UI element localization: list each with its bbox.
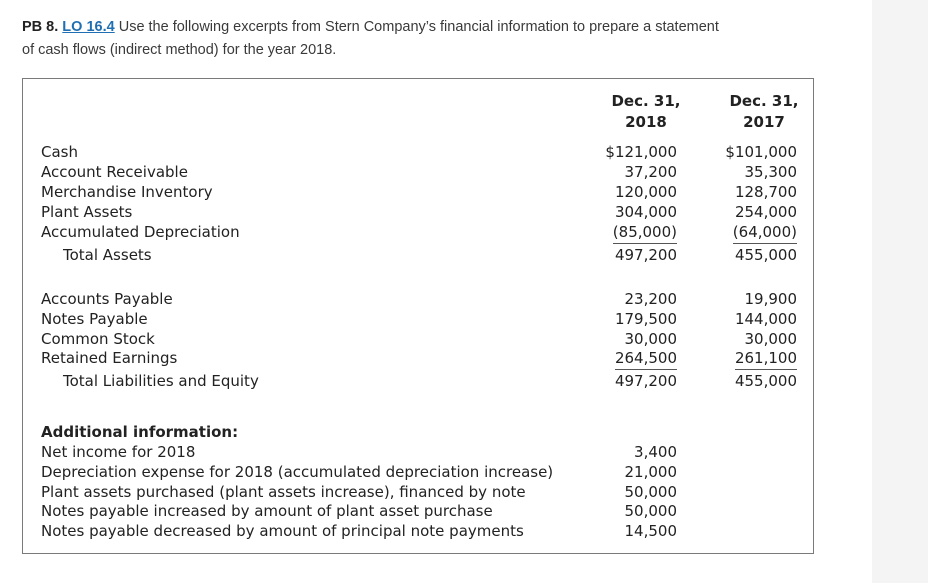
- row-label-notes-payable: Notes Payable: [41, 310, 148, 328]
- cash-2018: $121,000: [605, 143, 677, 161]
- row-label-total-assets: Total Assets: [63, 246, 152, 264]
- cash-2017: $101,000: [725, 143, 797, 161]
- cs-2017: 30,000: [744, 330, 797, 348]
- total-assets-2018: 497,200: [614, 246, 677, 264]
- ar-2018: 37,200: [624, 163, 677, 181]
- accum-dep-2018: (85,000): [613, 223, 677, 244]
- row-label-accounts-payable: Accounts Payable: [41, 290, 173, 308]
- row-label-inventory: Merchandise Inventory: [41, 183, 213, 201]
- row-label-accounts-receivable: Account Receivable: [41, 163, 188, 181]
- intro-line-2: of cash flows (indirect method) for the year 2018.: [22, 42, 337, 58]
- col-header-2018-line2: 2018: [625, 113, 667, 131]
- total-le-2018: 497,200: [614, 372, 677, 390]
- inventory-2017: 128,700: [734, 183, 797, 201]
- row-label-plant-assets: Plant Assets: [41, 203, 133, 221]
- additional-info-heading: Additional information:: [41, 423, 239, 441]
- additional-item-value: 50,000: [624, 483, 677, 501]
- additional-item-label: Depreciation expense for 2018 (accumulated depreciation increase): [41, 463, 554, 481]
- total-le-2017: 455,000: [734, 372, 797, 390]
- np-2018: 179,500: [614, 310, 677, 328]
- np-2017: 144,000: [734, 310, 797, 328]
- additional-item-label: Net income for 2018: [41, 443, 196, 461]
- learning-objective-link[interactable]: LO 16.4: [62, 19, 115, 35]
- ap-2018: 23,200: [624, 290, 677, 308]
- inventory-2018: 120,000: [614, 183, 677, 201]
- intro-line-1: Use the following excerpts from Stern Company’s financial information to prepare a statement: [118, 19, 719, 35]
- ar-2017: 35,300: [744, 163, 797, 181]
- additional-item-label: Notes payable decreased by amount of principal note payments: [41, 522, 524, 540]
- row-label-retained-earnings: Retained Earnings: [41, 349, 178, 367]
- problem-id: PB 8.: [22, 19, 59, 35]
- col-header-2017-line2: 2017: [743, 113, 785, 131]
- row-label-accum-depreciation: Accumulated Depreciation: [41, 223, 240, 241]
- accum-dep-2017: (64,000): [733, 223, 797, 244]
- problem-intro: [22, 16, 822, 62]
- additional-item-value: 3,400: [634, 443, 677, 461]
- financial-table: [22, 78, 814, 554]
- col-header-2017: [704, 91, 824, 133]
- col-header-2018: [586, 91, 706, 133]
- additional-item-label: Plant assets purchased (plant assets increase), financed by note: [41, 483, 526, 501]
- additional-item-value: 21,000: [624, 463, 677, 481]
- additional-item-label: Notes payable increased by amount of plant asset purchase: [41, 502, 493, 520]
- re-2017: 261,100: [735, 349, 797, 370]
- additional-item-value: 14,500: [624, 522, 677, 540]
- total-assets-2017: 455,000: [734, 246, 797, 264]
- ap-2017: 19,900: [744, 290, 797, 308]
- row-label-total-liabilities-equity: Total Liabilities and Equity: [63, 372, 259, 390]
- additional-item-value: 50,000: [624, 502, 677, 520]
- right-margin-strip: [872, 0, 928, 583]
- cs-2018: 30,000: [624, 330, 677, 348]
- col-header-2018-line1: Dec. 31,: [611, 92, 681, 110]
- plant-assets-2018: 304,000: [614, 203, 677, 221]
- re-2018: 264,500: [615, 349, 677, 370]
- row-label-cash: Cash: [41, 143, 78, 161]
- col-header-2017-line1: Dec. 31,: [729, 92, 799, 110]
- plant-assets-2017: 254,000: [734, 203, 797, 221]
- row-label-common-stock: Common Stock: [41, 330, 155, 348]
